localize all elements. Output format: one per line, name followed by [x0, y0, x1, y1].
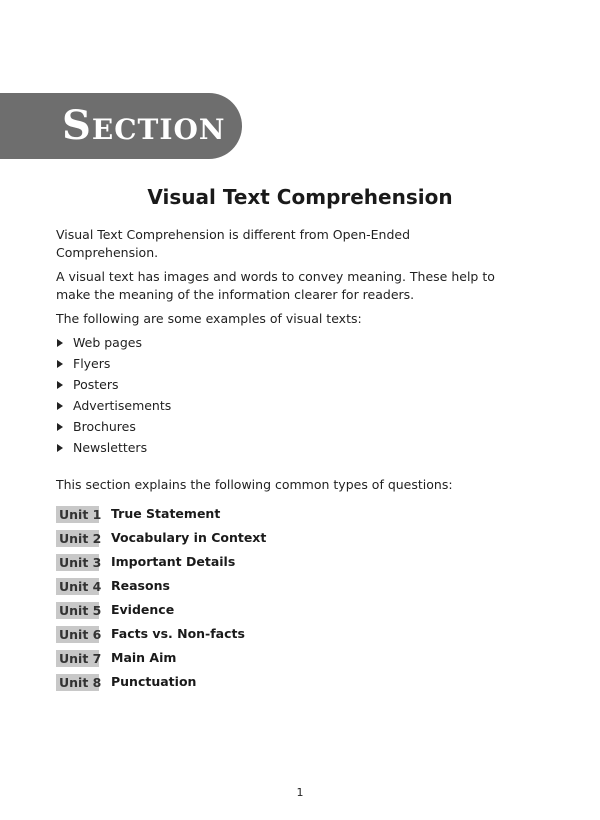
- unit-row: [56, 622, 516, 646]
- unit-title: Reasons: [111, 578, 170, 593]
- list-item: [56, 437, 516, 458]
- unit-title: Facts vs. Non-facts: [111, 626, 245, 641]
- units-list: [56, 502, 516, 694]
- intro-paragraph: Visual Text Comprehension is different from Open-Ended Comprehension.: [56, 227, 411, 260]
- list-item: [56, 416, 516, 437]
- list-item: [56, 353, 516, 374]
- unit-badge: Unit 3: [56, 554, 99, 571]
- unit-row: [56, 646, 516, 670]
- list-item-label: Flyers: [73, 356, 111, 371]
- unit-title: Evidence: [111, 602, 175, 617]
- unit-badge: Unit 4: [56, 578, 99, 595]
- unit-badge: Unit 8: [56, 674, 99, 691]
- unit-row: [56, 502, 516, 526]
- unit-badge: Unit 6: [56, 626, 99, 643]
- unit-title: Punctuation: [111, 674, 197, 689]
- list-item: [56, 395, 516, 416]
- arrow-right-icon: [57, 360, 63, 368]
- list-item-label: Brochures: [73, 419, 136, 434]
- list-item-label: Newsletters: [73, 440, 148, 455]
- page-title: Visual Text Comprehension: [147, 185, 453, 209]
- examples-list: [56, 332, 516, 458]
- arrow-right-icon: [57, 423, 63, 431]
- units-lead: This section explains the following common types of questions:: [56, 477, 453, 492]
- unit-row: [56, 598, 516, 622]
- unit-row: [56, 550, 516, 574]
- unit-badge: Unit 7: [56, 650, 99, 667]
- list-item: [56, 332, 516, 353]
- content-body: [56, 226, 516, 694]
- unit-title: Important Details: [111, 554, 236, 569]
- list-item-label: Web pages: [73, 335, 142, 350]
- examples-lead: The following are some examples of visual texts:: [56, 311, 362, 326]
- unit-badge: Unit 1: [56, 506, 99, 523]
- arrow-right-icon: [57, 339, 63, 347]
- section-label: Section 1: [62, 102, 270, 149]
- list-item: [56, 374, 516, 395]
- unit-row: [56, 526, 516, 550]
- list-item-label: Advertisements: [73, 398, 172, 413]
- unit-title: True Statement: [111, 506, 221, 521]
- unit-badge: Unit 2: [56, 530, 99, 547]
- list-item-label: Posters: [73, 377, 119, 392]
- unit-badge: Unit 5: [56, 602, 99, 619]
- arrow-right-icon: [57, 444, 63, 452]
- unit-title: Main Aim: [111, 650, 177, 665]
- unit-title: Vocabulary in Context: [111, 530, 267, 545]
- arrow-right-icon: [57, 402, 63, 410]
- unit-row: [56, 670, 516, 694]
- page-number: 1: [296, 786, 304, 799]
- unit-row: [56, 574, 516, 598]
- definition-paragraph: A visual text has images and words to convey meaning. These help to make the meaning of the information clearer for readers.: [56, 269, 495, 302]
- arrow-right-icon: [57, 381, 63, 389]
